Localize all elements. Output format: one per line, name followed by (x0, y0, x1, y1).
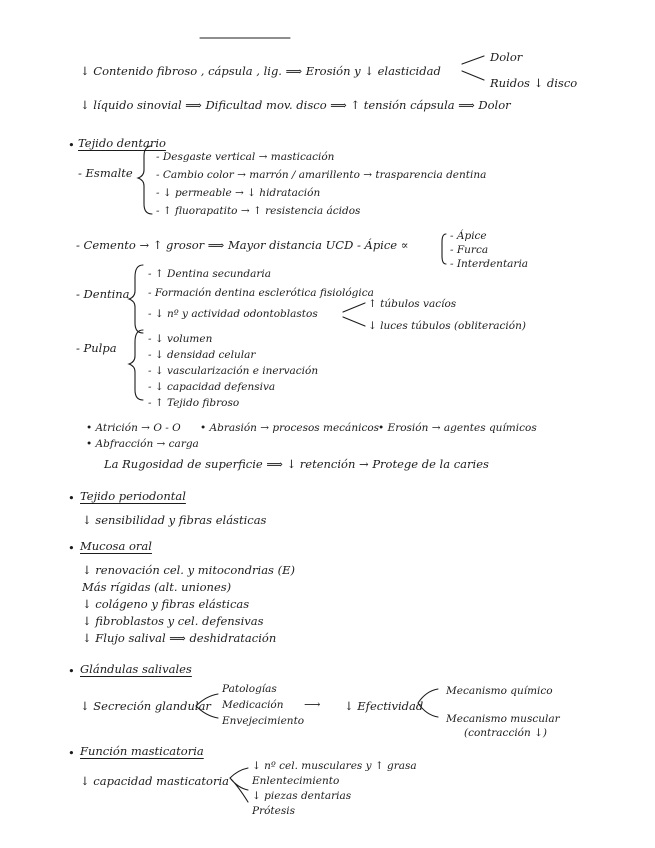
glandulas-mecanismo-quimico: Mecanismo químico (446, 685, 553, 697)
label-dentina: - Dentina (76, 287, 130, 301)
heading-tejido-dentario: Tejido dentario (78, 136, 166, 150)
glandulas-secrecion: ↓ Secreción glandular (80, 699, 211, 713)
funcion-capacidad: ↓ capacidad masticatoria (80, 774, 229, 788)
dentina-item-2: - Formación dentina esclerótica fisiológica (148, 287, 374, 299)
glandulas-contraccion: (contracción ↓) (464, 727, 547, 739)
label-esmalte: - Esmalte (78, 166, 133, 180)
esmalte-item-3: - ↓ permeable → ↓ hidratación (156, 187, 321, 199)
esmalte-item-1: - Desgaste vertical → masticación (156, 151, 335, 163)
bullet-dot: • (68, 541, 75, 555)
bullet-dot: • (68, 138, 75, 152)
heading-glandulas-salivales: Glándulas salivales (80, 662, 192, 676)
funcion-item-3: ↓ piezas dentarias (252, 790, 352, 802)
funcion-item-2: Enlentecimiento (252, 775, 340, 787)
periodontal-item-1: ↓ sensibilidad y fibras elásticas (82, 513, 267, 527)
funcion-item-1: ↓ nº cel. musculares y ↑ grasa (252, 760, 417, 772)
line-ruidos: Ruidos ↓ disco (490, 76, 578, 90)
line-erosion: • Erosión → agentes químicos (378, 422, 537, 434)
dentina-item-3: - ↓ nº y actividad odontoblastos (148, 308, 318, 320)
pulpa-item-1: - ↓ volumen (148, 333, 213, 345)
line-rugosidad: La Rugosidad de superficie ⟹ ↓ retención → Protege de la caries (104, 457, 489, 471)
heading-mucosa-oral: Mucosa oral (80, 539, 152, 553)
pulpa-item-2: - ↓ densidad celular (148, 349, 256, 361)
heading-tejido-periodontal: Tejido periodontal (80, 489, 186, 503)
mucosa-item-5: ↓ Flujo salival ⟹ deshidratación (82, 631, 277, 645)
esmalte-item-2: - Cambio color → marrón / amarillento → trasparencia dentina (156, 169, 487, 181)
esmalte-item-4: - ↑ fluorapatito → ↑ resistencia ácidos (156, 205, 361, 217)
glandulas-arrow: ⟶ (304, 697, 321, 711)
glandulas-efectividad: ↓ Efectividad (344, 699, 424, 713)
dentina-item-1: - ↑ Dentina secundaria (148, 268, 271, 280)
line-cemento: - Cemento → ↑ grosor ⟹ Mayor distancia UCD - Ápice ∝ (76, 238, 409, 252)
dentina-item-3a: ↑ túbulos vacíos (368, 298, 457, 310)
glandulas-envejecimiento: Envejecimiento (222, 715, 305, 727)
heading-funcion-masticatoria: Función masticatoria (80, 744, 204, 758)
mucosa-item-2: Más rígidas (alt. uniones) (82, 580, 232, 594)
mucosa-item-3: ↓ colágeno y fibras elásticas (82, 597, 250, 611)
glandulas-patologias: Patologías (222, 683, 277, 695)
cemento-interdentaria: - Interdentaria (450, 258, 529, 270)
bullet-dot: • (68, 664, 75, 678)
label-pulpa: - Pulpa (76, 341, 117, 355)
cemento-furca: - Furca (450, 244, 489, 256)
pulpa-item-3: - ↓ vascularización e inervación (148, 365, 319, 377)
mucosa-item-4: ↓ fibroblastos y cel. defensivas (82, 614, 264, 628)
mucosa-item-1: ↓ renovación cel. y mitocondrias (E) (82, 563, 295, 577)
line-contenido-fibroso: ↓ Contenido fibroso , cápsula , lig. ⟹ Erosión y ↓ elasticidad (80, 64, 441, 78)
glandulas-medicacion: Medicación (222, 699, 284, 711)
glandulas-mecanismo-muscular: Mecanismo muscular (446, 713, 560, 725)
line-atricion: • Atrición → O - O (86, 422, 181, 434)
line-liquido-sinovial: ↓ líquido sinovial ⟹ Dificultad mov. disco ⟹ ↑ tensión cápsula ⟹ Dolor (80, 98, 511, 112)
line-dolor: Dolor (490, 50, 523, 64)
cemento-apice: - Ápice (450, 230, 487, 242)
bullet-dot: • (68, 746, 75, 760)
dentina-item-3b: ↓ luces túbulos (obliteración) (368, 320, 526, 332)
pulpa-item-5: - ↑ Tejido fibroso (148, 397, 240, 409)
line-abfraccion: • Abfracción → carga (86, 438, 199, 450)
bullet-dot: • (68, 491, 75, 505)
pulpa-item-4: - ↓ capacidad defensiva (148, 381, 276, 393)
funcion-item-4: Prótesis (252, 805, 295, 817)
line-abrasion: • Abrasión → procesos mecánicos (200, 422, 380, 434)
